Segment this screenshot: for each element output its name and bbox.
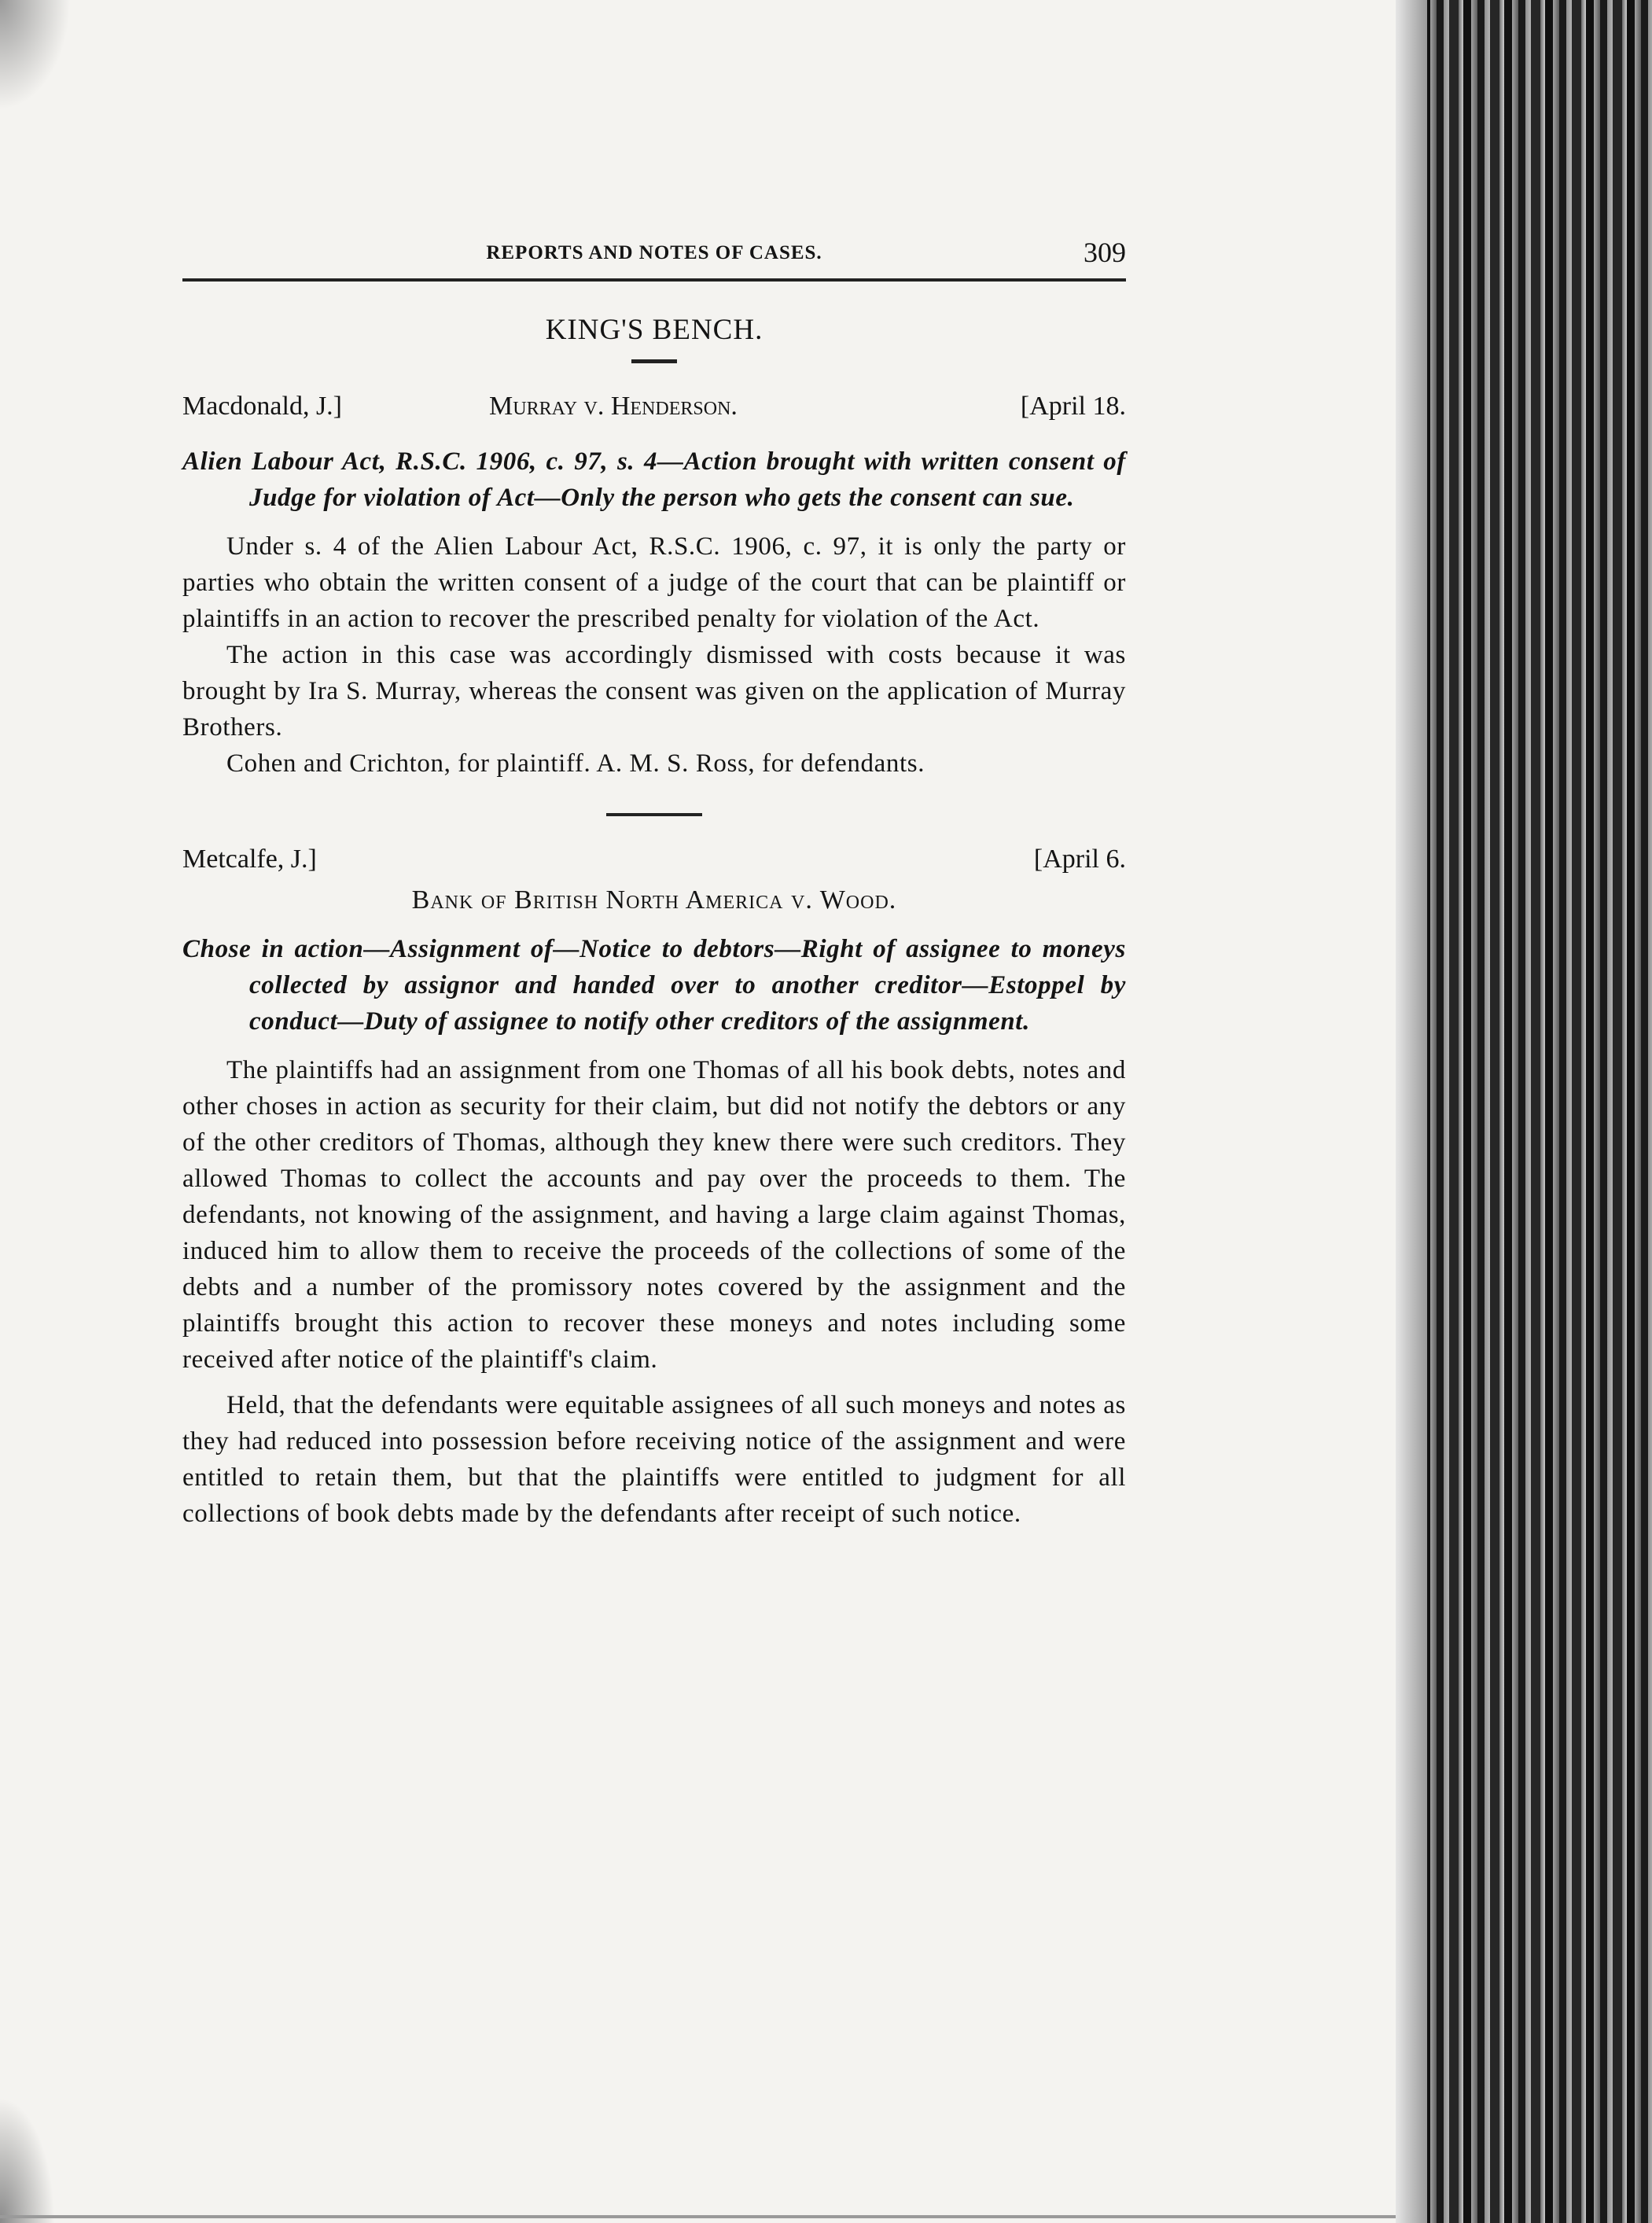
case-1-paragraph: Under s. 4 of the Alien Labour Act, R.S.C. 1906, c. 97, it is only the party or parties who obtain the written consent of a judge of the court that can be plaintiff or plaintiffs in an action to recover the prescribed penalty for violation of the Act.	[182, 532, 1126, 633]
case-1-counsel: Cohen and Crichton, for plaintiff. A. M. S. Ross, for defendants.	[226, 749, 925, 778]
scan-artifact	[0, 2215, 1396, 2218]
header-rule	[182, 278, 1126, 282]
court-heading: KING'S BENCH.	[545, 314, 763, 346]
case-2-judge: Metcalfe, J.]	[182, 845, 317, 874]
case-1-judge: Macdonald, J.]	[182, 392, 343, 421]
case-1-headnote: Alien Labour Act, R.S.C. 1906, c. 97, s. 4—Action brought with written consent of Judge for violation of Act—Only the person who gets the consent can sue.	[182, 447, 1126, 512]
case-2-headnote: Chose in action—Assignment of—Notice to debtors—Right of assignee to moneys collected by assignor and handed over to another creditor—Estoppel by conduct—Duty of assignee to notify other creditors of the assignment.	[182, 935, 1126, 1036]
scan-artifact	[0, 0, 71, 110]
page-gutter-shade	[1396, 0, 1427, 2223]
page-edge-shadow	[1396, 0, 1652, 2223]
case-2-date: [April 6.	[1033, 845, 1126, 874]
case-2-title: Bank of British North America v. Wood.	[411, 885, 897, 915]
case-2-caption	[182, 845, 1126, 881]
case-1-date: [April 18.	[1020, 392, 1126, 421]
section-rule	[631, 359, 677, 363]
case-2-paragraph: The plaintiffs had an assignment from one Thomas of all his book debts, notes and other choses in action as security for their claim, but did not notify the debtors or any of the other creditors of Thomas, although they knew there were such creditors. They allowed Thomas to collect the accounts and pay over the proceeds to them. The defendants, not knowing of the assignment, and having a large claim against Thomas, induced him to allow them to receive the proceeds of the collections of some of the debts and a number of the promissory notes covered by the assignment and the plaintiffs brought this action to recover these moneys and notes including some received after notice of the plaintiff's claim.	[182, 1056, 1126, 1374]
case-1-caption	[182, 392, 1126, 428]
page-number: 309	[1084, 237, 1126, 268]
case-1-paragraph: The action in this case was accordingly dismissed with costs because it was brought by Ira S. Murray, whereas the consent was given on the application of Murray Brothers.	[182, 641, 1126, 742]
page-column	[182, 236, 1126, 1532]
running-title: REPORTS AND NOTES OF CASES.	[486, 242, 822, 263]
case-2-paragraph: Held, that the defendants were equitable assignees of all such moneys and notes as they had reduced into possession before receiving notice of the assignment and were entitled to retain them, but that the plaintiffs were entitled to judgment for all collections of book debts made by the defendants after receipt of such notice.	[182, 1391, 1126, 1528]
scan-artifact	[0, 2097, 55, 2223]
case-separator-rule	[606, 813, 702, 816]
case-1-title: Murray v. Henderson.	[489, 392, 738, 421]
running-head	[182, 236, 1126, 275]
